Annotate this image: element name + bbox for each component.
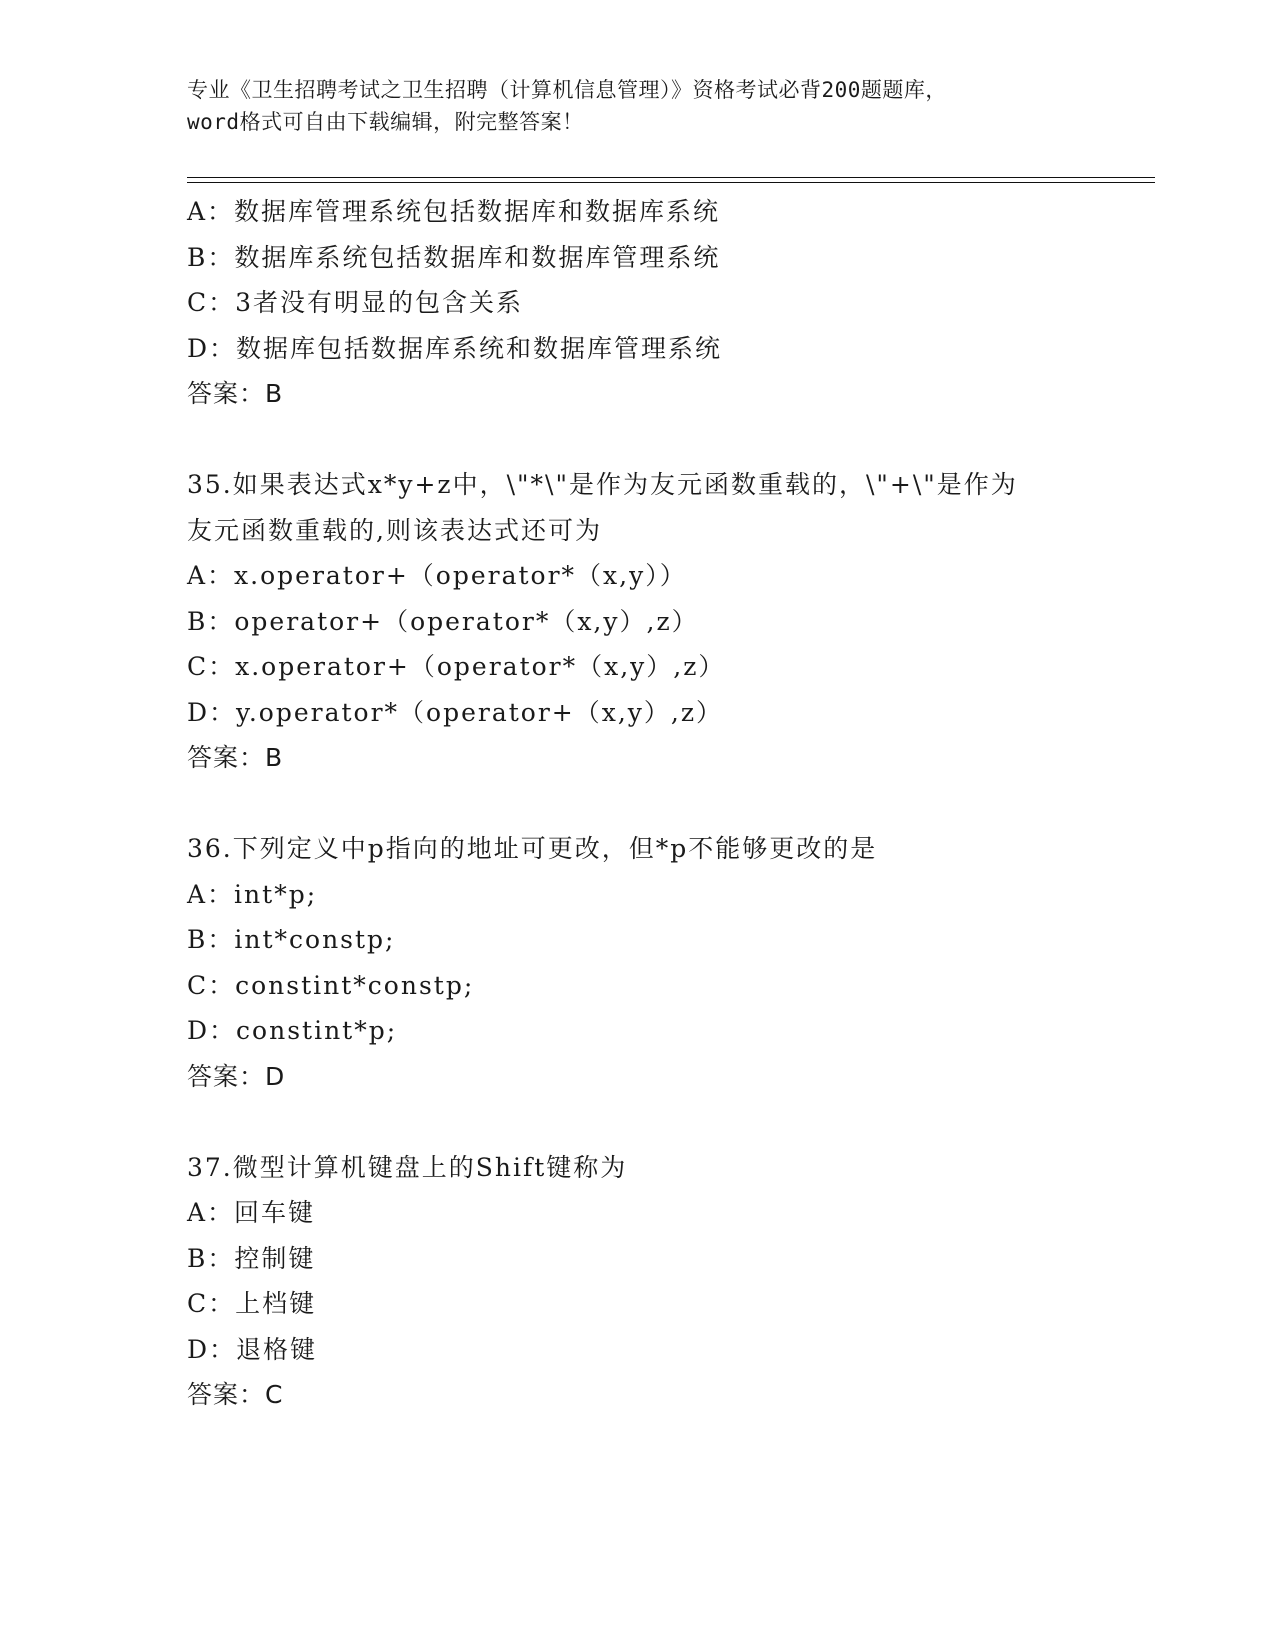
question-spacer xyxy=(187,781,1157,827)
option-c: C：上档键 xyxy=(187,1289,317,1318)
option-b: B：int*constp; xyxy=(187,925,396,954)
option-c: C：3者没有明显的包含关系 xyxy=(187,288,524,317)
option-b: B：控制键 xyxy=(187,1243,316,1273)
option-c: C：x.operator+（operator*（x,y）,z） xyxy=(187,652,726,681)
option-a: A：数据库管理系统包括数据库和数据库系统 xyxy=(187,197,721,226)
option-b: B：operator+（operator*（x,y）,z） xyxy=(187,606,699,636)
option-d: D：数据库包括数据库系统和数据库管理系统 xyxy=(187,333,723,363)
header-title-line-2: word格式可自由下载编辑，附完整答案！ xyxy=(187,110,584,134)
question-35 xyxy=(187,462,1157,781)
option-d: D：退格键 xyxy=(187,1334,318,1364)
question-34 xyxy=(187,189,1157,417)
answer-label: 答案：D xyxy=(187,1061,286,1091)
header-divider-bottom xyxy=(187,182,1155,183)
question-stem: 36.下列定义中p指向的地址可更改，但*p不能够更改的是 xyxy=(187,834,878,863)
option-d: D：constint*p; xyxy=(187,1016,398,1045)
question-list xyxy=(187,189,1157,1418)
header-divider-top xyxy=(187,177,1155,178)
document-header xyxy=(187,74,1087,138)
option-a: A：回车键 xyxy=(187,1198,316,1227)
question-stem-line-2: 友元函数重载的,则该表达式还可为 xyxy=(187,515,602,545)
answer-label: 答案：C xyxy=(187,1380,284,1409)
option-c: C：constint*constp; xyxy=(187,970,475,1000)
option-b: B：数据库系统包括数据库和数据库管理系统 xyxy=(187,242,721,272)
option-a: A：int*p; xyxy=(187,879,318,909)
answer-label: 答案：B xyxy=(187,743,284,772)
question-stem: 37.微型计算机键盘上的Shift键称为 xyxy=(187,1152,628,1182)
question-stem-line-1: 35.如果表达式x*y+z中，\"*\"是作为友元函数重载的，\"+\"是作为 xyxy=(187,470,1018,499)
option-d: D：y.operator*（operator+（x,y）,z） xyxy=(187,697,724,727)
question-37 xyxy=(187,1145,1157,1418)
question-36 xyxy=(187,826,1157,1099)
question-spacer xyxy=(187,1099,1157,1145)
option-a: A：x.operator+（operator*（x,y）） xyxy=(187,561,687,590)
header-title-line-1: 专业《卫生招聘考试之卫生招聘（计算机信息管理）》资格考试必背200题题库， xyxy=(187,78,947,102)
question-spacer xyxy=(187,417,1157,463)
answer-label: 答案：B xyxy=(187,379,284,408)
